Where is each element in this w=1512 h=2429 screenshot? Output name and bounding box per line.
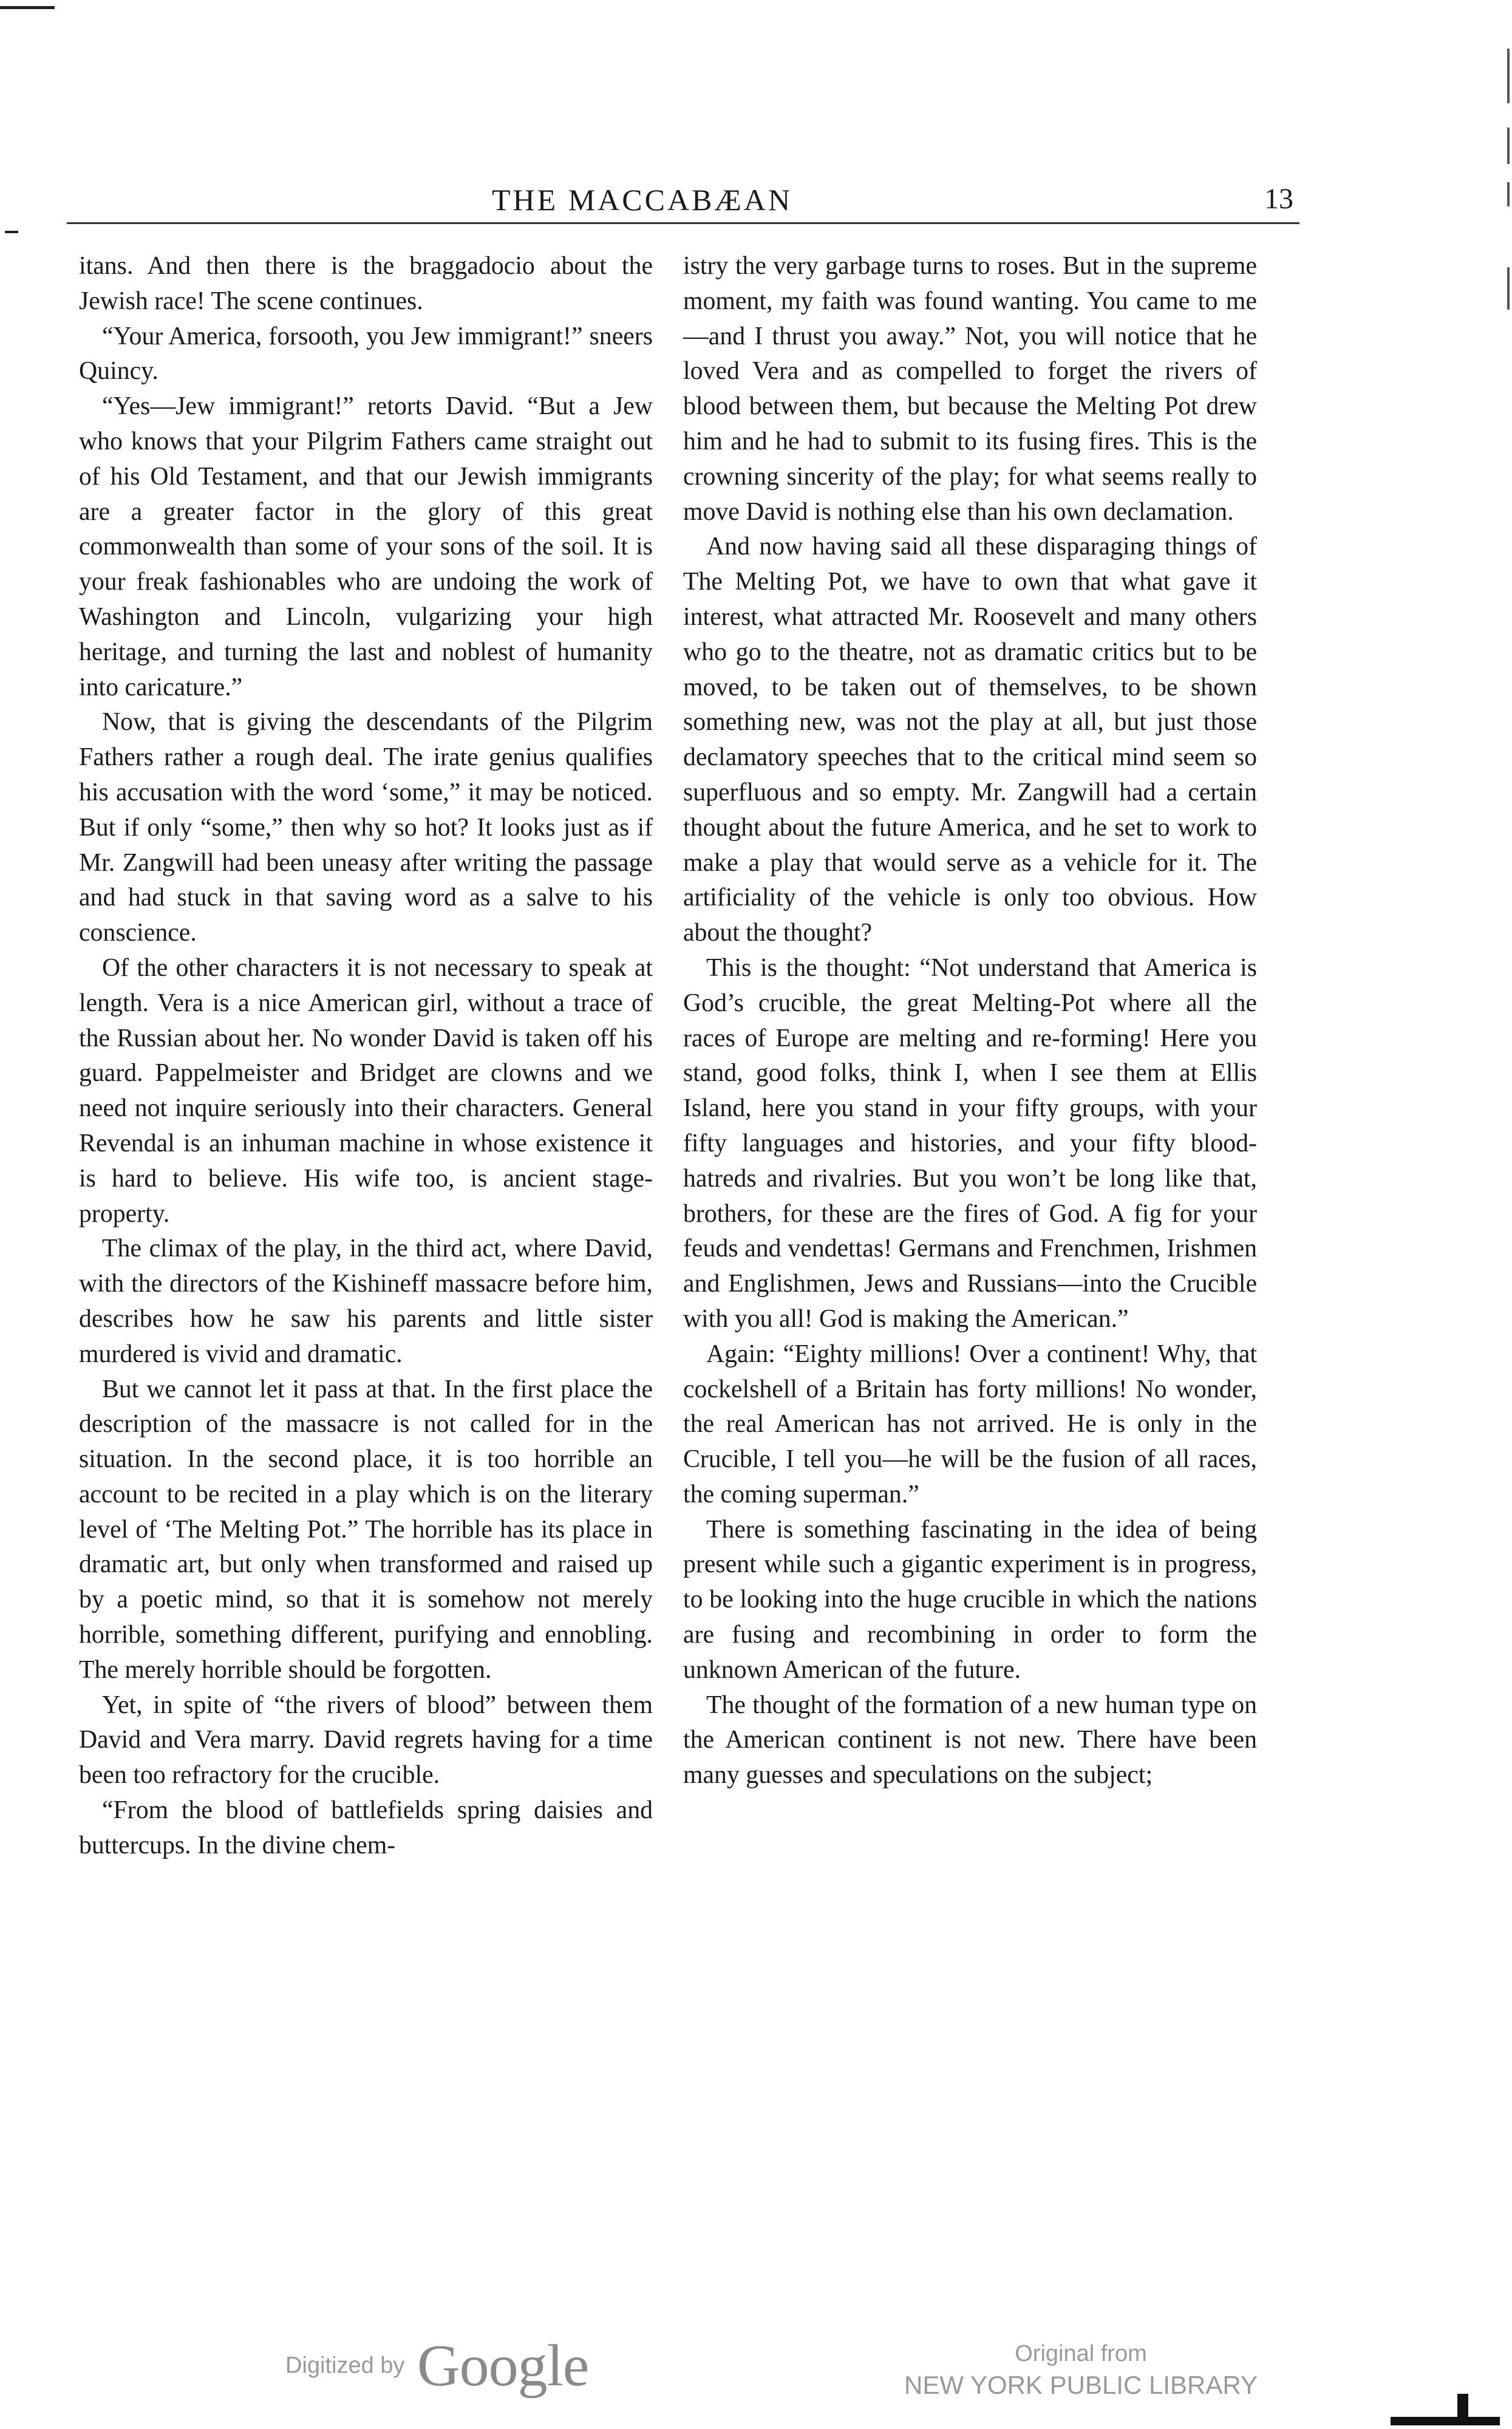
paragraph: The climax of the play, in the third act, where David, with the directors of the Kishineff massacre before him, describes how he saw his parents and little sister murdered is vivid and dramatic. [79,1235,653,1368]
paragraph: “Your America, forsooth, you Jew immigrant!” sneers Quincy. [79,322,653,386]
paragraph: Now, that is giving the descendants of the Pilgrim Fathers rather a rough deal. The irate genius qualifies his accusation with the word ‘some,” it may be noticed. But if only “some,” then why so hot? It looks just as if Mr. Zangwill had been uneasy after writing the passage and had stuck in that saving word as a salve to his conscience. [79,708,653,947]
right-column [683,249,1257,1793]
running-title: THE MACCABÆAN [492,183,793,217]
paragraph: itans. And then there is the braggadocio about the Jewish race! The scene continues. [79,252,653,315]
paragraph: There is something fascinating in the idea of being present while such a gigantic experiment is in progress, to be looking into the huge crucible in which the nations are fusing and recombining in order to form the unknown American of the future. [683,1515,1257,1684]
paragraph: Again: “Eighty millions! Over a continent! Why, that cockelshell of a Britain has forty millions! No wonder, the real American has not arrived. He is only in the Crucible, I tell you—he will be the fusion of all races, the coming superman.” [683,1340,1257,1508]
provenance-credit [874,2341,1287,2400]
scan-edge-mark [5,231,18,233]
page-edge-shadow [1503,36,1512,352]
paragraph: istry the very garbage turns to roses. But in the supreme moment, my faith was found wanting. You came to me—and I thrust you away.” Not, you will notice that he loved Vera and as compelled to forget the rivers of blood between them, but because the Melting Pot drew him and he had to submit to its fusing fires. This is the crowning sincerity of the play; for what seems really to move David is nothing else than his own declamation. [683,252,1257,526]
left-column [79,249,653,1864]
paragraph: Yet, in spite of “the rivers of blood” between them David and Vera marry. David regrets having for a time been too refractory for the crucible. [79,1691,653,1790]
paragraph: “From the blood of battlefields spring daisies and buttercups. In the divine chem- [79,1796,653,1859]
paragraph: The thought of the formation of a new human type on the American continent is not new. There have been many guesses and speculations on the subject; [683,1691,1257,1790]
scan-edge-mark [0,6,55,9]
digitized-by-credit [285,2332,588,2400]
library-name: NEW YORK PUBLIC LIBRARY [904,2371,1258,2399]
header-rule [67,222,1299,224]
page-header [73,182,1293,219]
paragraph: This is the thought: “Not understand that America is God’s crucible, the great Melting-Pot where all the races of Europe are melting and re-forming! Here you stand, good folks, think I, when I see them at Ellis Island, here you stand in your fifty groups, with your fifty languages and histories, and your fifty blood-hatreds and rivalries. But you won’t be long like that, brothers, for these are the fires of God. A fig for your feuds and vendettas! Germans and Frenchmen, Irishmen and Englishmen, Jews and Russians—into the Crucible with you all! God is making the American.” [683,953,1257,1333]
paragraph: Of the other characters it is not necessary to speak at length. Vera is a nice American girl, without a trace of the Russian about her. No wonder David is taken off his guard. Pappelmeister and Bridget are clowns and we need not inquire seriously into their characters. General Revendal is an inhuman machine in whose existence it is hard to believe. His wife too, is ancient stage-property. [79,953,653,1228]
original-from-label: Original from [1015,2341,1147,2366]
google-logo: Google [417,2333,589,2399]
paragraph: “Yes—Jew immigrant!” retorts David. “But a Jew who knows that your Pilgrim Fathers came straight out of his Old Testament, and that our Jewish immigrants are a greater factor in the glory of this great commonwealth than some of your sons of the soil. It is your freak fashionables who are undoing the work of Washington and Lincoln, vulgarizing your high heritage, and turning the last and noblest of humanity into caricature.” [79,392,653,701]
scan-corner-mark [1391,2405,1500,2429]
digitized-by-label: Digitized by [285,2352,405,2379]
page-number: 13 [1264,183,1293,215]
paragraph: But we cannot let it pass at that. In the first place the description of the massacre is not called for in the situation. In the second place, it is too horrible an account to be recited in a play which is on the literary level of ‘The Melting Pot.” The horrible has its place in dramatic art, but only when transformed and raised up by a poetic mind, so that it is somehow not merely horrible, something different, purifying and ennobling. The merely horrible should be forgotten. [79,1375,653,1684]
paragraph: And now having said all these disparaging things of The Melting Pot, we have to own that what gave it interest, what attracted Mr. Roosevelt and many others who go to the theatre, not as dramatic critics but to be moved, to be taken out of themselves, to be shown something new, was not the play at all, but just those declamatory speeches that to the critical mind seem so superfluous and so empty. Mr. Zangwill had a certain thought about the future America, and he set to work to make a play that would serve as a vehicle for it. The artificiality of the vehicle is only too obvious. How about the thought? [683,533,1257,947]
